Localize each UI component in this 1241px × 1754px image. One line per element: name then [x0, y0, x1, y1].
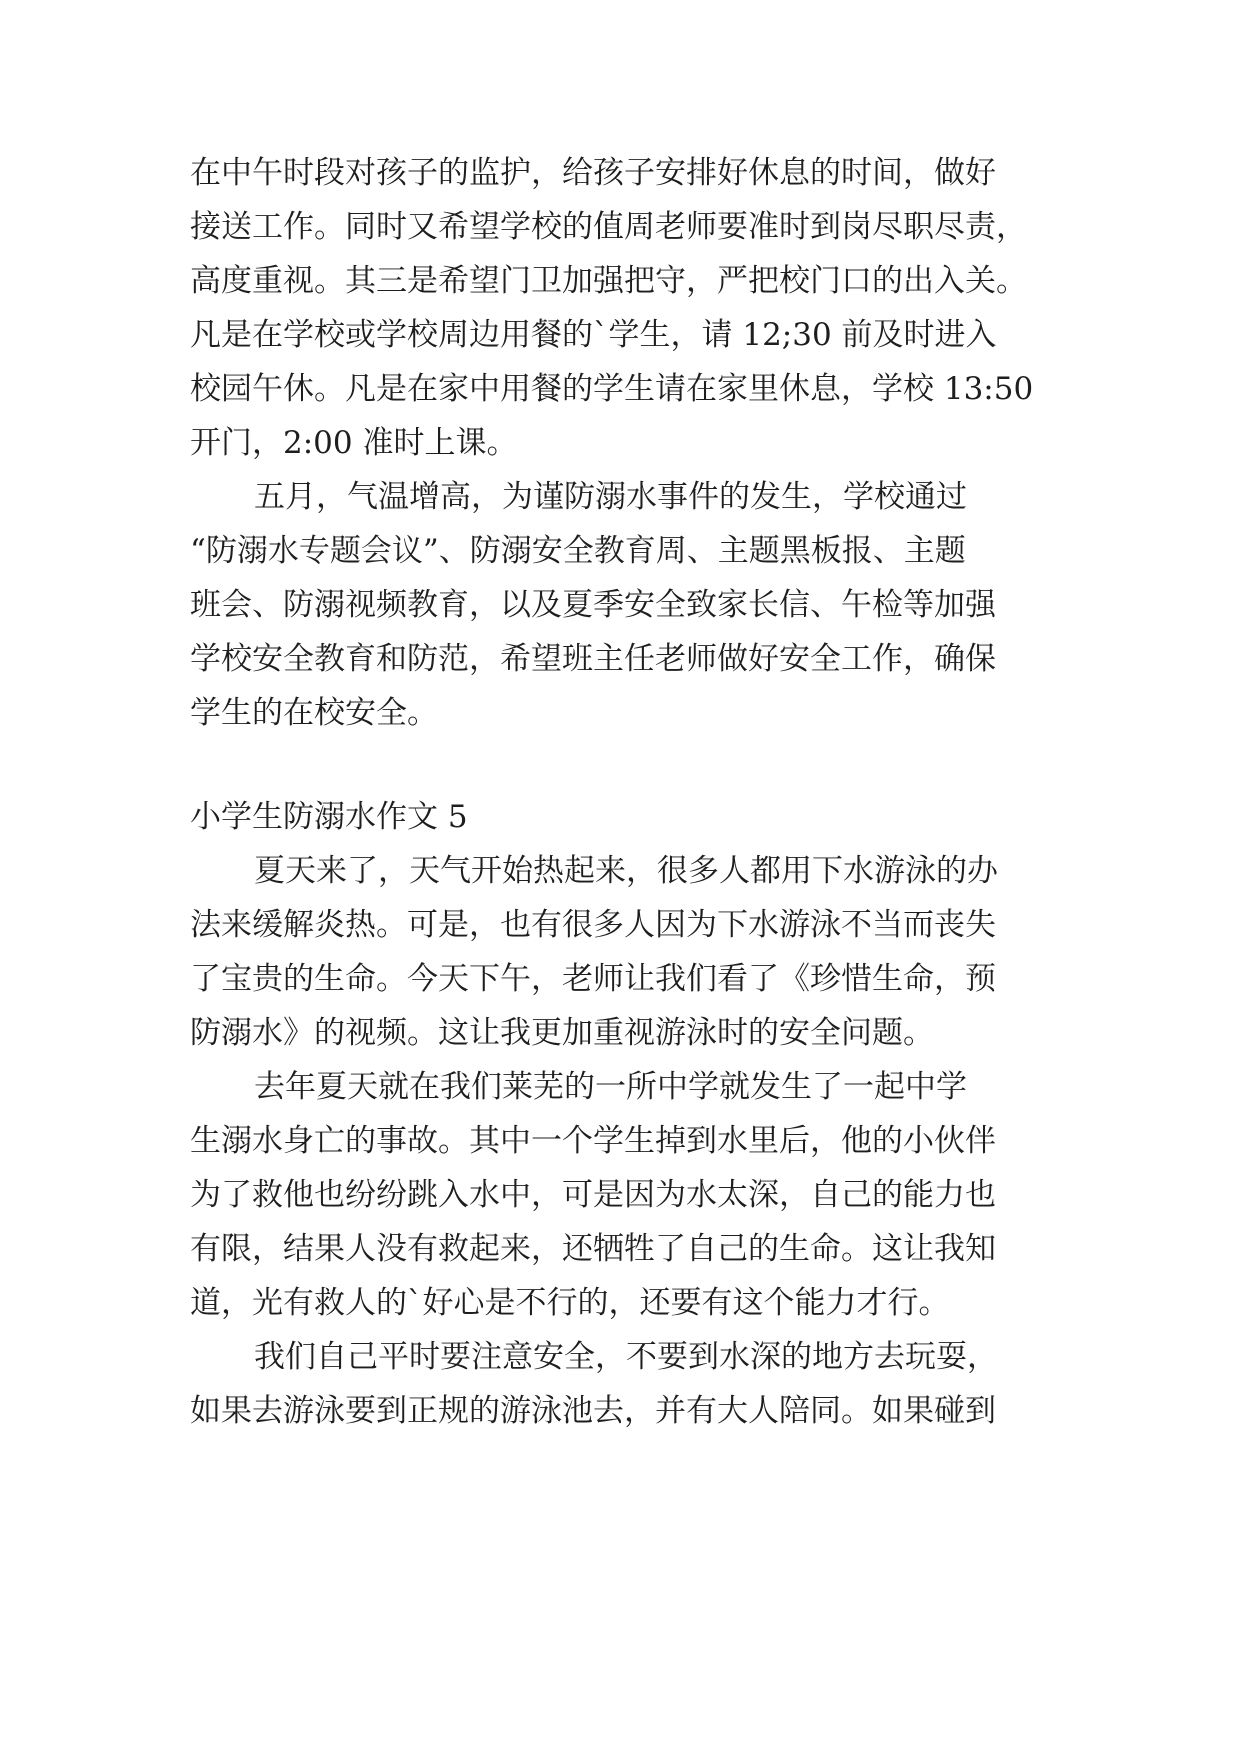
text-line: 法来缓解炎热。可是，也有很多人因为下水游泳不当而丧失	[190, 907, 996, 943]
text-line: 学生的在校安全。	[190, 695, 438, 731]
text-line: 了宝贵的生命。今天下午，老师让我们看了《珍惜生命，预	[190, 961, 996, 997]
text-line: 去年夏天就在我们莱芜的一所中学就发生了一起中学	[254, 1069, 967, 1105]
text-line: 接送工作。同时又希望学校的值周老师要准时到岗尽职尽责，	[190, 209, 1027, 245]
paragraph-summer-swimming	[190, 844, 1070, 1060]
paragraph-school-lunch-supervision	[190, 146, 1070, 470]
text-line: 夏天来了，天气开始热起来，很多人都用下水游泳的办	[254, 853, 998, 889]
text-line: 高度重视。其三是希望门卫加强把守，严把校门口的出入关。	[190, 263, 1027, 299]
text-line: 我们自己平时要注意安全，不要到水深的地方去玩耍，	[254, 1339, 998, 1375]
paragraph-last-summer-accident	[190, 1060, 1070, 1330]
section-gap	[190, 740, 1070, 790]
paragraph-may-drowning-prevention	[190, 470, 1070, 740]
text-line: 班会、防溺视频教育，以及夏季安全致家长信、午检等加强	[190, 587, 996, 623]
section-heading: 小学生防溺水作文 5	[190, 799, 468, 835]
text-line: 如果去游泳要到正规的游泳池去，并有大人陪同。如果碰到	[190, 1393, 996, 1429]
text-line: 开门，2:00 准时上课。	[190, 425, 518, 461]
text-line: 为了救他也纷纷跳入水中，可是因为水太深，自己的能力也	[190, 1177, 996, 1213]
text-line: 凡是在学校或学校周边用餐的`学生，请 12;30 前及时进入	[190, 317, 997, 353]
document-body	[190, 146, 1070, 1438]
text-line: 道，光有救人的`好心是不行的，还要有这个能力才行。	[190, 1285, 950, 1321]
text-line: 有限，结果人没有救起来，还牺牲了自己的生命。这让我知	[190, 1231, 996, 1267]
text-line: 在中午时段对孩子的监护，给孩子安排好休息的时间，做好	[190, 155, 996, 191]
text-line: 学校安全教育和防范，希望班主任老师做好安全工作，确保	[190, 641, 996, 677]
text-line: 校园午休。凡是在家中用餐的学生请在家里休息，学校 13:50	[190, 371, 1034, 407]
paragraph-safety-advice	[190, 1330, 1070, 1438]
text-line: 五月，气温增高，为谨防溺水事件的发生，学校通过	[254, 479, 967, 515]
text-line: “防溺水专题会议”、防溺安全教育周、主题黑板报、主题	[190, 533, 966, 569]
text-line: 防溺水》的视频。这让我更加重视游泳时的安全问题。	[190, 1015, 934, 1051]
text-line: 生溺水身亡的事故。其中一个学生掉到水里后，他的小伙伴	[190, 1123, 996, 1159]
